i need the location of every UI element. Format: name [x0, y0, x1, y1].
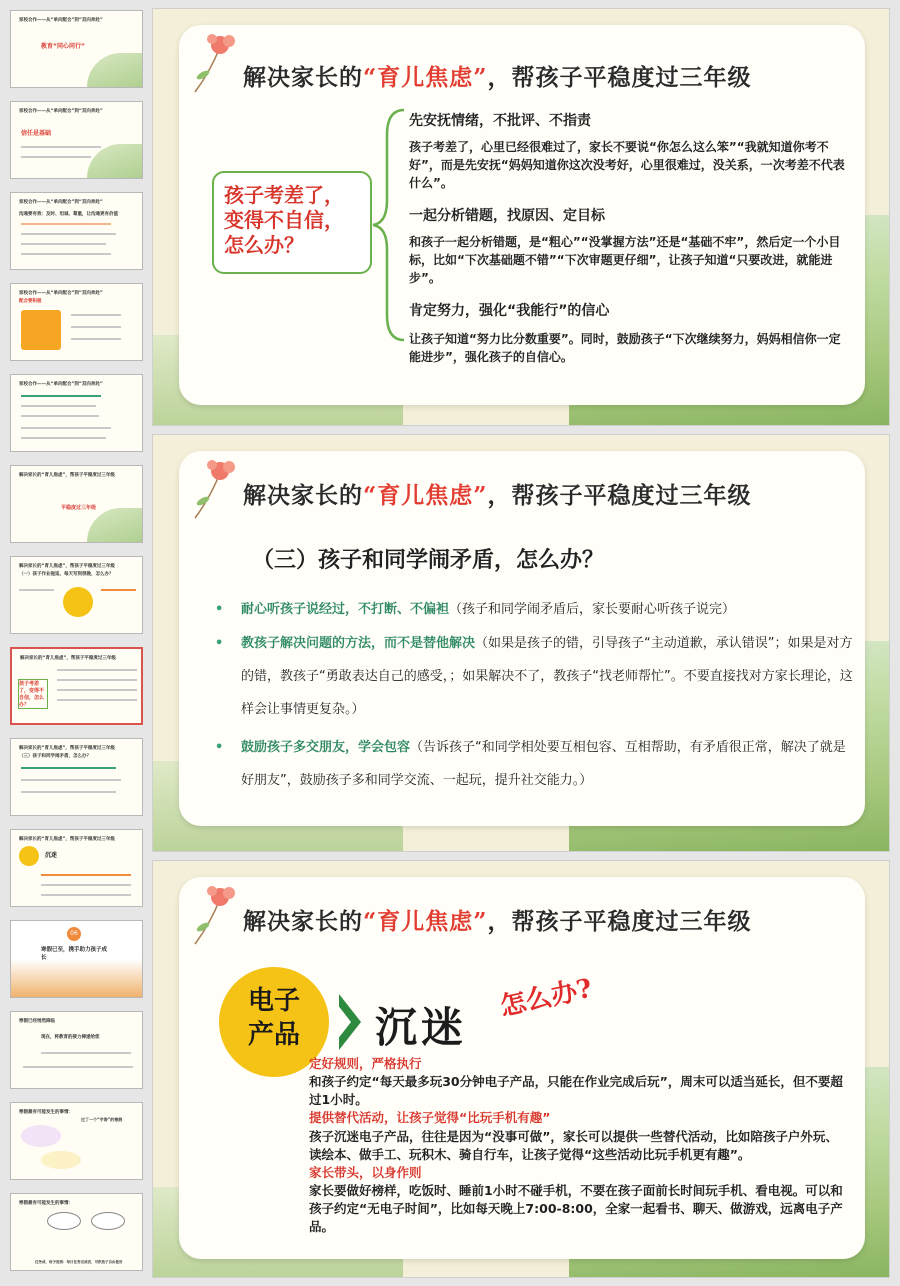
slide-1 — [152, 8, 890, 426]
advice-section: 一起分析错题，找原因、定目标 和孩子一起分析错题，是“粗心”“没掌握方法”还是“基础不牢”，然后定一个小目标，比如“下次基础题不错”“下次审题更仔细”，让孩子知道“只要改进，就能进步”。 — [409, 208, 841, 285]
slide-title: 解决家长的“育儿焦虑”，帮孩子平稳度过三年级 — [243, 64, 752, 91]
slide-thumbnail-1[interactable]: 家校合作——从“单向配合”到“双向奔赴” 教育“同心同行” — [10, 10, 143, 88]
slide-thumbnail-12[interactable]: 寒假已经悄然降临 现在，将教育的接力棒递给您 — [10, 1011, 143, 1089]
slide-thumbnail-11[interactable]: 06 寒假已至，携手助力孩子成长 — [10, 920, 143, 998]
device-circle: 电子产品 — [219, 967, 329, 1077]
bullet-point: • 教孩子解决问题的方法，而不是替他解决（如果是孩子的错，引导孩子“主动道歉，承认错误”；如果是对方的错，教孩子“勇敢表达自己的感受，；如果解决不了，教孩子“找老师帮忙”。不要直接找对方家长理论，这样会让事情更复杂。） — [215, 636, 853, 718]
slide-thumbnail-4[interactable]: 家校合作——从“单向配合”到“双向奔赴” 配合要积极 — [10, 283, 143, 361]
advice-section: 先安抚情绪，不批评、不指责 孩子考差了，心里已经很难过了，家长不要说“你怎么这么笨”“我就知道你考不好”，而是先安抚“妈妈知道你这次没考好，心里很难过，没关系，一次考差不代表什么”。 — [409, 113, 845, 190]
slide-card — [179, 25, 865, 405]
slide-thumbnail-14[interactable]: 寒假最有可能发生的事情： 任务成、给予觉到：每日任务完成表，可供孩子自由使用 — [10, 1193, 143, 1271]
slide-thumbnail-2[interactable]: 家校合作——从“单向配合”到“双向奔赴” 信任是基础 — [10, 101, 143, 179]
flower-icon — [185, 27, 245, 97]
slide-thumbnail-5[interactable]: 家校合作——从“单向配合”到“双向奔赴” — [10, 374, 143, 452]
how-to-question: 怎么办? — [497, 973, 595, 1023]
slide-title: 解决家长的“育儿焦虑”，帮孩子平稳度过三年级 — [243, 908, 752, 935]
bullet-point: • 鼓励孩子多交朋友，学会包容（告诉孩子“和同学相处要互相包容、互相帮助，有矛盾很正常，解决了就是好朋友”，鼓励孩子多和同学交流、一起玩，提升社交能力。） — [215, 740, 846, 789]
flower-icon — [185, 879, 245, 949]
curly-brace — [369, 105, 409, 345]
slide-2 — [152, 434, 890, 852]
slide-3 — [152, 860, 890, 1278]
slide-thumbnail-10[interactable]: 解决家长的“育儿焦虑”，帮孩子平稳度过三年级 沉迷 — [10, 829, 143, 907]
keyword-addiction: 沉迷 — [375, 1003, 468, 1052]
slide-thumbnail-13[interactable]: 寒假最有可能发生的事情： 过了一个“宇涛”的寒假 — [10, 1102, 143, 1180]
slide-card — [179, 451, 865, 826]
tips-list: 定好规则，严格执行 和孩子约定“每天最多玩30分钟电子产品，只能在作业完成后玩”，周末可以适当延长，但不要超过1小时。 提供替代活动，让孩子觉得“比玩手机有趣” 孩子沉迷电子产品，往往是因为“没事可做”，家长可以提供一些替代活动，比如陪孩子户外玩、读绘本、做手工、玩积木、骑自行车，让孩子觉得“这些活动比玩手机更有趣”。 家长带头，以身作则 家长要做好榜样，吃饭时、睡前1小时不碰手机，不要在孩子面前长时间玩手机、看电视。可以和孩子约定“无电子时间”，比如每天晚上7:00-8:00，全家一起看书、聊天、做游戏，远离电子产品。 — [309, 1056, 843, 1235]
slide-thumbnail-7[interactable]: 解决家长的“育儿焦虑”，帮孩子平稳度过三年级 （一）孩子作业拖延，每天写到很晚，怎么办？ — [10, 556, 143, 634]
slide-card — [179, 877, 865, 1259]
bullet-point: • 耐心听孩子说经过，不打断、不偏袒（孩子和同学闹矛盾后，家长要耐心听孩子说完） — [215, 602, 736, 617]
advice-section: 肯定努力，强化“我能行”的信心 让孩子知道“努力比分数重要”。同时，鼓励孩子“下次继续努力，妈妈相信你一定能进步”，强化孩子的自信心。 — [409, 303, 841, 364]
slide-thumbnail-panel — [0, 0, 150, 1286]
slide-thumbnail-8-current[interactable]: 解决家长的“育儿焦虑”，帮孩子平稳度过三年级 孩子考差了，变得不自信，怎么办？ — [10, 647, 143, 725]
flower-icon — [185, 453, 245, 523]
question-bubble: 孩子考差了，变得不自信，怎么办？ — [212, 171, 372, 274]
slide-thumbnail-6[interactable]: 解决家长的“育儿焦虑”，帮孩子平稳度过三年级 平稳度过三年级 — [10, 465, 143, 543]
slide-thumbnail-3[interactable]: 家校合作——从“单向配合”到“双向奔赴” 沟通要有效：及时、坦诚、尊重，让沟通更有价值 — [10, 192, 143, 270]
slide-thumbnail-9[interactable]: 解决家长的“育儿焦虑”，帮孩子平稳度过三年级 （三）孩子和同学闹矛盾，怎么办？ — [10, 738, 143, 816]
slide-title: 解决家长的“育儿焦虑”，帮孩子平稳度过三年级 — [243, 482, 752, 509]
slide-subtitle: （三）孩子和同学闹矛盾，怎么办？ — [252, 547, 605, 573]
